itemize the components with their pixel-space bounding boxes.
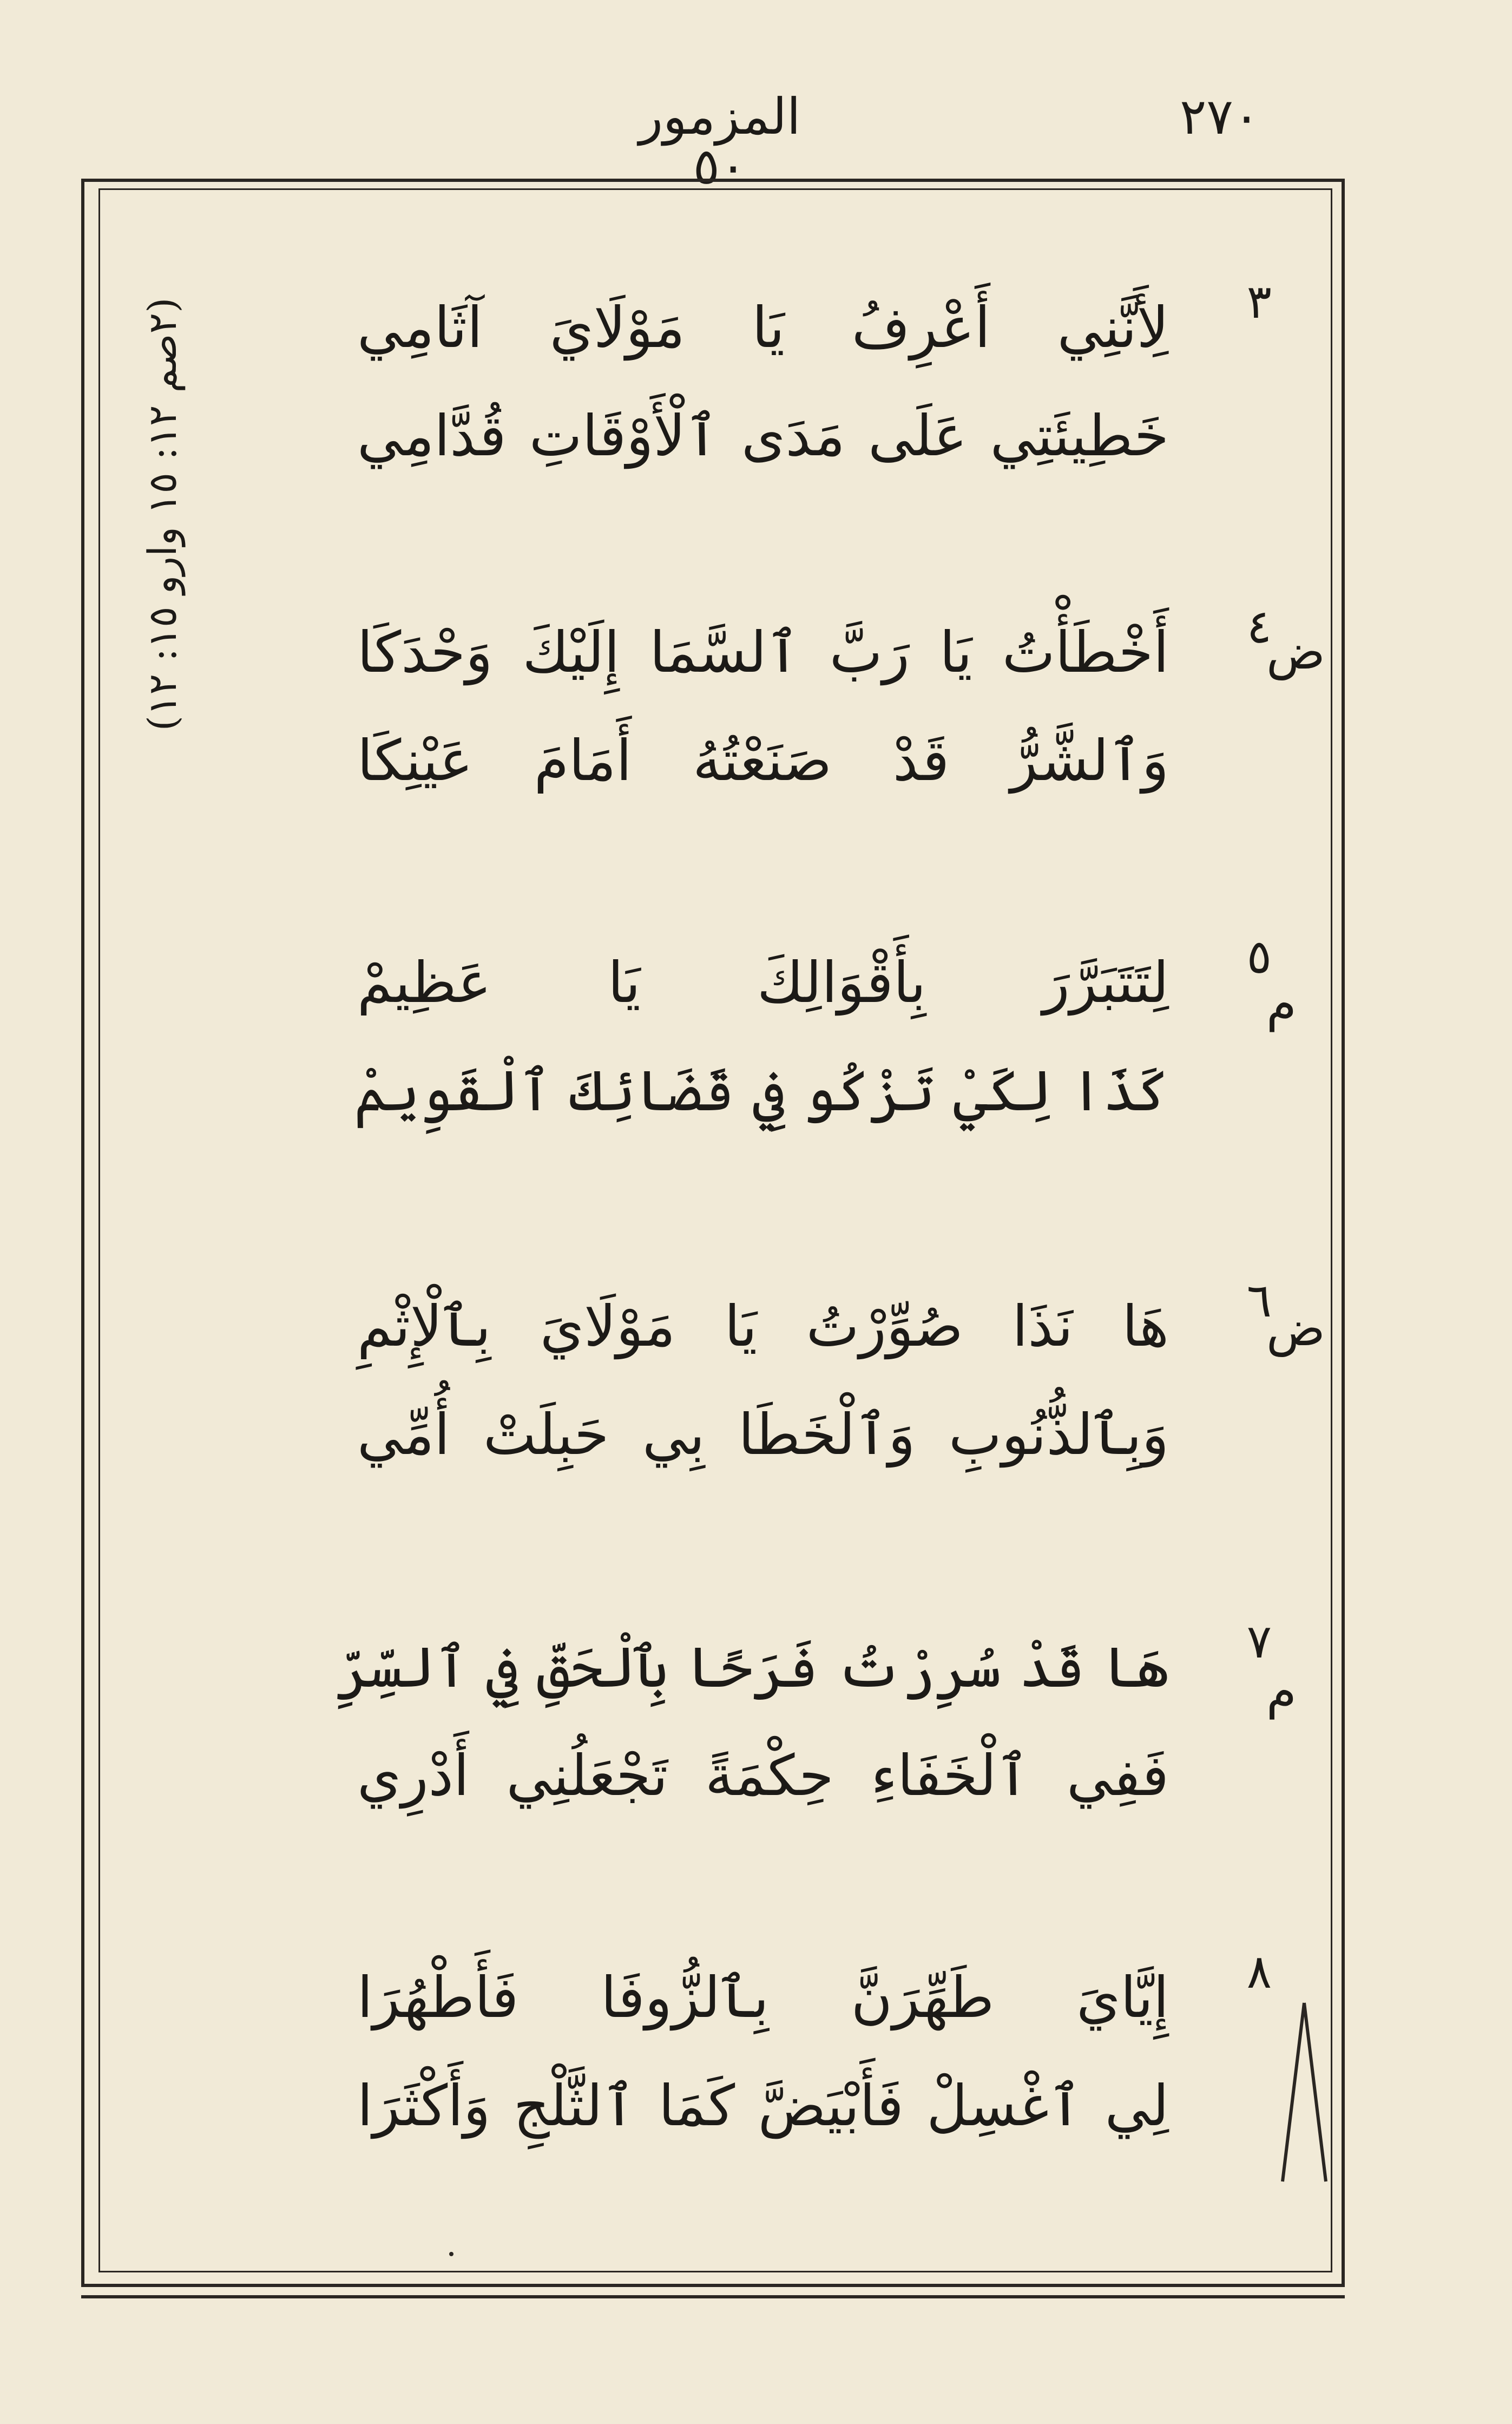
verse-number: ٦ [1246,1274,1272,1328]
verse-number: ٥ [1246,930,1272,984]
ink-dot [449,2252,453,2256]
part-marker: ض [1266,1300,1325,1357]
stanza-4 [303,598,1272,815]
verse-number: ٨ [1246,1945,1272,1999]
verse-number: ٤ [1246,600,1272,654]
verse-line: لِتَتَبَرَّرَ بِأَقْوَالِكَ يَا عَظِيمْ [357,949,1169,1016]
stanza-6 [303,1272,1272,1489]
verse-line: كَذَا لِكَيْ تَزْكُو فِي قَضَائِكَ ٱلْقَوِيمْ [354,1058,1169,1124]
verse-line: وَٱلشَّرُّ قَدْ صَنَعْتُهُ أَمَامَ عَيْنِكَا [357,728,1169,794]
part-marker: ض [1266,624,1325,680]
verse-line: وَبِٱلذُّنُوبِ وَٱلْخَطَا بِي حَبِلَتْ أُمِّي [357,1401,1169,1467]
chant-bracket-icon [1272,1997,1337,2192]
page-number: ٢٧٠ [1180,88,1260,146]
part-marker: م [1266,1663,1297,1720]
cross-reference: (٢صم ١٢: ١٥ وارو ١٥: ١٢) [140,297,185,731]
running-title: المزمور ٥٠ [639,88,801,195]
verse-line: لِأَنَّنِي أَعْرِفُ يَا مَوْلَايَ آثَامِي [357,294,1169,361]
stanza-3 [303,273,1272,490]
verse-line: هَا قَدْ سُرِرْتُ فَرَحًا بِٱلْحَقِّ فِي ٱلسِّرِّ [336,1634,1169,1700]
bottom-rule [81,2295,1345,2298]
verse-number: ٧ [1246,1615,1272,1669]
stanza-8 [303,1943,1272,2160]
verse-line: أَخْطَأْتُ يَا رَبَّ ٱلسَّمَا إِلَيْكَ وَحْدَكَا [357,619,1169,685]
verse-line: هَا نَذَا صُوِّرْتُ يَا مَوْلَايَ بِٱلْإِثْمِ [357,1293,1169,1359]
part-marker: م [1266,975,1297,1032]
stanza-7 [303,1613,1272,1830]
verse-line: لِي ٱغْسِلْ فَأَبْيَضَّ كَمَا ٱلثَّلْجِ وَأَكْثَرَا [357,2073,1169,2139]
verse-line: إِيَّايَ طَهِّرَنَّ بِٱلزُّوفَا فَأَطْهُرَا [357,1964,1169,2030]
verse-line: فَفِي ٱلْخَفَاءِ حِكْمَةً تَجْعَلُنِي أَدْرِي [357,1742,1169,1809]
verse-number: ٣ [1246,275,1272,329]
verse-line: خَطِيئَتِي عَلَى مَدَى ٱلْأَوْقَاتِ قُدَّامِي [357,403,1169,469]
stanza-5 [303,928,1272,1145]
